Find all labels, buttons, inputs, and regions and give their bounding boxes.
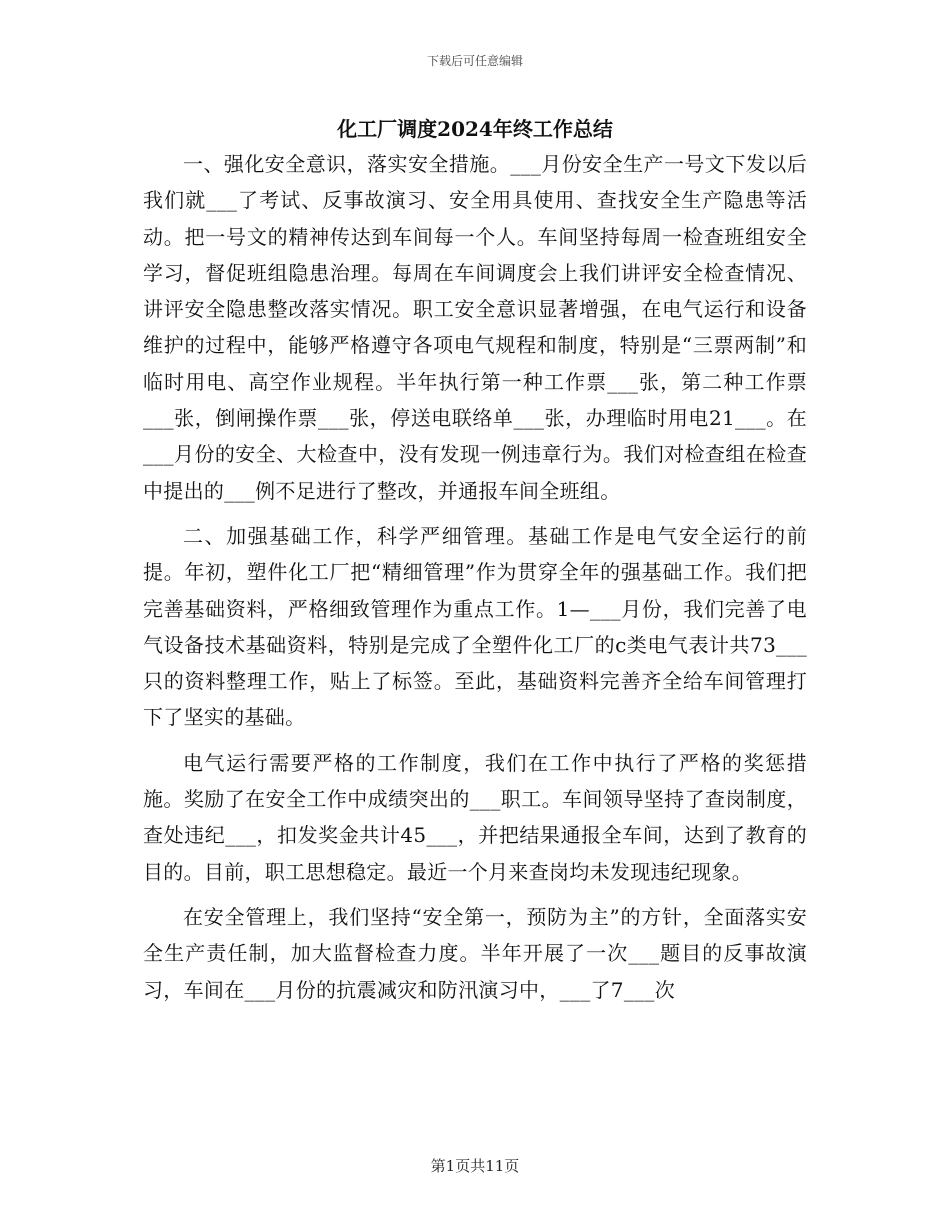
document-title: 化工厂调度2024年终工作总结 — [337, 117, 613, 141]
paragraph-safety-awareness: 一、强化安全意识，落实安全措施。___月份安全生产一号文下发以后我们就___了考试、反事故演习、安全用具使用、查找安全生产隐患等活动。把一号文的精神传达到车间每一个人。车间坚持每周一检查班组安全学习，督促班组隐患治理。每周在车间调度会上我们讲评安全检查情况、讲评安全隐患整改落实情况。职工安全意识显著增强，在电气运行和设备维护的过程中，能够严格遵守各项电气规程和制度，特别是“三票两制”和临时用电、高空作业规程。半年执行第一种工作票___张，第二种工作票___张，倒闸操作票___张，停送电联络单___张，办理临时用电21___。在___月份的安全、大检查中，没有发现一例违章行为。我们对检查组在检查中提出的___例不足进行了整改，并通报车间全班组。 — [143, 152, 807, 503]
paragraph-basic-work: 二、加强基础工作，科学严细管理。基础工作是电气安全运行的前提。年初，塑件化工厂把“精细管理”作为贯穿全年的强基础工作。我们把完善基础资料，严格细致管理作为重点工作。1—___月份，我们完善了电气设备技术基础资料，特别是完成了全塑件化工厂的c类电气表计共73___只的资料整理工作，贴上了标签。至此，基础资料完善齐全给车间管理打下了坚实的基础。 — [143, 523, 807, 730]
document-body — [143, 146, 807, 1008]
page-footer: 第1页共11页 — [430, 1157, 520, 1175]
paragraph-work-system: 电气运行需要严格的工作制度，我们在工作中执行了严格的奖惩措施。奖励了在安全工作中成绩突出的___职工。车间领导坚持了查岗制度，查处违纪___，扣发奖金共计45___，并把结果通报全车间，达到了教育的目的。目前，职工思想稳定。最近一个月来查岗均未发现违纪现象。 — [143, 750, 807, 884]
paragraph-safety-management: 在安全管理上，我们坚持“安全第一，预防为主”的方针，全面落实安全生产责任制，加大监督检查力度。半年开展了一次___题目的反事故演习，车间在___月份的抗震减灾和防汛演习中，___了7___次 — [143, 904, 807, 1002]
header-note: 下载后可任意编辑 — [426, 54, 523, 68]
